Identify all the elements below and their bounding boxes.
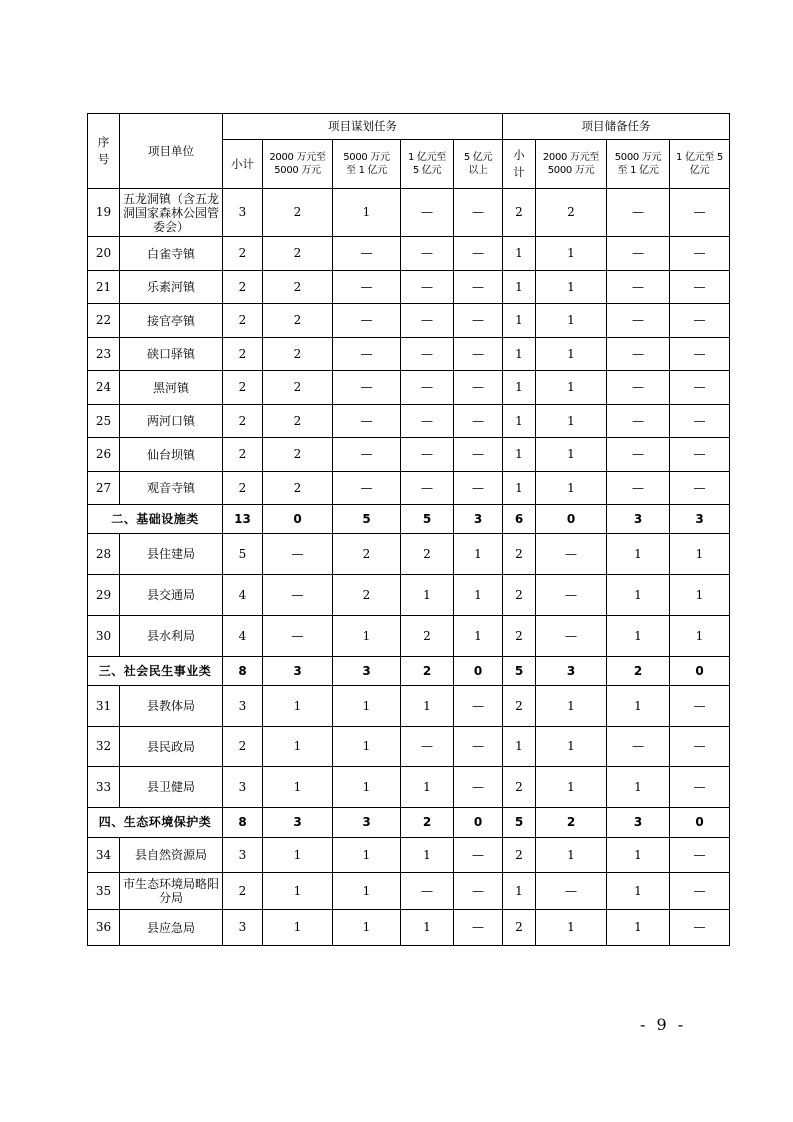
plan-value-cell: 1 bbox=[263, 686, 333, 727]
plan-value-cell: 2 bbox=[263, 472, 333, 505]
plan-value-cell: 2 bbox=[223, 873, 263, 910]
plan-value-cell: — bbox=[454, 338, 503, 371]
reserve-col-header: 1 亿元至 5 亿元 bbox=[670, 140, 730, 189]
reserve-value-cell: 1 bbox=[503, 237, 536, 271]
reserve-value-cell: 2 bbox=[503, 616, 536, 657]
reserve-value-cell: 1 bbox=[536, 405, 607, 438]
unit-name: 县交通局 bbox=[120, 575, 223, 616]
reserve-value-cell: — bbox=[670, 472, 730, 505]
category-row bbox=[88, 505, 730, 534]
plan-value-cell: 3 bbox=[223, 686, 263, 727]
reserve-value-cell: 0 bbox=[536, 505, 607, 534]
plan-value-cell: 1 bbox=[454, 575, 503, 616]
reserve-value-cell: — bbox=[607, 338, 670, 371]
reserve-value-cell: 2 bbox=[503, 686, 536, 727]
plan-value-cell: — bbox=[401, 304, 454, 338]
table-row bbox=[88, 405, 730, 438]
plan-value-cell: 1 bbox=[263, 767, 333, 808]
reserve-value-cell: — bbox=[607, 237, 670, 271]
reserve-value-cell: 1 bbox=[536, 237, 607, 271]
plan-value-cell: — bbox=[401, 237, 454, 271]
page-number: - 9 - bbox=[640, 1015, 687, 1034]
plan-value-cell: — bbox=[454, 873, 503, 910]
reserve-value-cell: 1 bbox=[503, 271, 536, 304]
table-row bbox=[88, 767, 730, 808]
reserve-value-cell: — bbox=[607, 371, 670, 405]
plan-value-cell: 5 bbox=[223, 534, 263, 575]
reserve-value-cell: — bbox=[607, 304, 670, 338]
plan-value-cell: — bbox=[454, 767, 503, 808]
plan-value-cell: — bbox=[263, 616, 333, 657]
reserve-value-cell: 1 bbox=[536, 438, 607, 472]
plan-value-cell: — bbox=[401, 371, 454, 405]
plan-value-cell: 5 bbox=[401, 505, 454, 534]
unit-name: 县教体局 bbox=[120, 686, 223, 727]
reserve-value-cell: 1 bbox=[503, 338, 536, 371]
reserve-value-cell: 1 bbox=[503, 727, 536, 767]
category-label: 三、社会民生事业类 bbox=[88, 657, 223, 686]
reserve-value-cell: — bbox=[536, 873, 607, 910]
row-number: 29 bbox=[88, 575, 120, 616]
reserve-value-cell: 1 bbox=[536, 338, 607, 371]
reserve-value-cell: 1 bbox=[503, 304, 536, 338]
reserve-value-cell: 1 bbox=[503, 472, 536, 505]
plan-value-cell: — bbox=[401, 438, 454, 472]
reserve-col-header: 5000 万元至 1 亿元 bbox=[607, 140, 670, 189]
plan-value-cell: 1 bbox=[454, 534, 503, 575]
plan-value-cell: — bbox=[333, 304, 401, 338]
table-row bbox=[88, 271, 730, 304]
plan-value-cell: 2 bbox=[223, 237, 263, 271]
plan-value-cell: 1 bbox=[333, 838, 401, 873]
row-number: 31 bbox=[88, 686, 120, 727]
reserve-value-cell: — bbox=[536, 575, 607, 616]
plan-value-cell: 1 bbox=[333, 616, 401, 657]
plan-value-cell: 2 bbox=[401, 616, 454, 657]
reserve-value-cell: 1 bbox=[536, 767, 607, 808]
table-body bbox=[88, 189, 730, 946]
plan-col-header: 2000 万元至 5000 万元 bbox=[263, 140, 333, 189]
reserve-value-cell: 1 bbox=[670, 575, 730, 616]
plan-value-cell: 8 bbox=[223, 657, 263, 686]
plan-value-cell: — bbox=[333, 438, 401, 472]
reserve-value-cell: — bbox=[607, 271, 670, 304]
plan-value-cell: — bbox=[401, 189, 454, 237]
reserve-value-cell: 2 bbox=[536, 808, 607, 838]
table-row bbox=[88, 873, 730, 910]
reserve-value-cell: 2 bbox=[503, 575, 536, 616]
reserve-value-cell: — bbox=[670, 686, 730, 727]
plan-value-cell: 2 bbox=[333, 534, 401, 575]
reserve-value-cell: 1 bbox=[503, 438, 536, 472]
reserve-value-cell: 1 bbox=[536, 727, 607, 767]
row-number: 23 bbox=[88, 338, 120, 371]
reserve-value-cell: — bbox=[607, 189, 670, 237]
plan-value-cell: — bbox=[333, 472, 401, 505]
table-row bbox=[88, 616, 730, 657]
row-number: 22 bbox=[88, 304, 120, 338]
plan-value-cell: — bbox=[401, 727, 454, 767]
row-number: 25 bbox=[88, 405, 120, 438]
plan-value-cell: 1 bbox=[263, 727, 333, 767]
reserve-value-cell: — bbox=[670, 910, 730, 946]
row-number: 20 bbox=[88, 237, 120, 271]
unit-name: 五龙洞镇（含五龙洞国家森林公园管委会） bbox=[120, 189, 223, 237]
reserve-col-header: 2000 万元至 5000 万元 bbox=[536, 140, 607, 189]
reserve-value-cell: 1 bbox=[607, 686, 670, 727]
reserve-value-cell: — bbox=[670, 237, 730, 271]
reserve-value-cell: 1 bbox=[503, 873, 536, 910]
category-label: 四、生态环境保护类 bbox=[88, 808, 223, 838]
plan-value-cell: 13 bbox=[223, 505, 263, 534]
plan-value-cell: — bbox=[454, 910, 503, 946]
reserve-value-cell: 5 bbox=[503, 657, 536, 686]
table-row bbox=[88, 838, 730, 873]
row-number: 32 bbox=[88, 727, 120, 767]
plan-value-cell: 2 bbox=[223, 472, 263, 505]
reserve-value-cell: — bbox=[670, 189, 730, 237]
plan-value-cell: 0 bbox=[454, 657, 503, 686]
reserve-value-cell: 1 bbox=[670, 534, 730, 575]
row-number: 26 bbox=[88, 438, 120, 472]
plan-value-cell: 3 bbox=[223, 910, 263, 946]
unit-name: 黑河镇 bbox=[120, 371, 223, 405]
unit-name: 县自然资源局 bbox=[120, 838, 223, 873]
reserve-value-cell: — bbox=[536, 534, 607, 575]
plan-value-cell: — bbox=[454, 405, 503, 438]
plan-value-cell: 1 bbox=[333, 189, 401, 237]
plan-col-header: 5 亿元以上 bbox=[454, 140, 503, 189]
plan-value-cell: — bbox=[401, 873, 454, 910]
plan-value-cell: 2 bbox=[223, 338, 263, 371]
plan-value-cell: — bbox=[454, 189, 503, 237]
plan-value-cell: 2 bbox=[263, 237, 333, 271]
reserve-value-cell: — bbox=[670, 338, 730, 371]
reserve-value-cell: 3 bbox=[536, 657, 607, 686]
plan-value-cell: 2 bbox=[223, 304, 263, 338]
plan-value-cell: 3 bbox=[223, 767, 263, 808]
plan-value-cell: 2 bbox=[263, 304, 333, 338]
reserve-value-cell: 1 bbox=[607, 575, 670, 616]
plan-value-cell: 3 bbox=[333, 808, 401, 838]
table-row bbox=[88, 472, 730, 505]
plan-value-cell: 1 bbox=[333, 686, 401, 727]
plan-value-cell: 1 bbox=[263, 910, 333, 946]
reserve-value-cell: 1 bbox=[536, 271, 607, 304]
table-row bbox=[88, 575, 730, 616]
plan-value-cell: 2 bbox=[401, 657, 454, 686]
reserve-value-cell: 2 bbox=[503, 910, 536, 946]
plan-value-cell: 0 bbox=[454, 808, 503, 838]
reserve-value-cell: 2 bbox=[503, 189, 536, 237]
plan-value-cell: 3 bbox=[333, 657, 401, 686]
reserve-value-cell: — bbox=[670, 838, 730, 873]
plan-value-cell: — bbox=[333, 237, 401, 271]
reserve-col-header: 小计 bbox=[503, 140, 536, 189]
reserve-value-cell: 3 bbox=[607, 808, 670, 838]
plan-value-cell: 2 bbox=[401, 534, 454, 575]
table-row bbox=[88, 189, 730, 237]
reserve-value-cell: — bbox=[670, 405, 730, 438]
category-label: 二、基础设施类 bbox=[88, 505, 223, 534]
plan-value-cell: 2 bbox=[223, 727, 263, 767]
plan-value-cell: — bbox=[454, 838, 503, 873]
plan-value-cell: 4 bbox=[223, 575, 263, 616]
table-row bbox=[88, 237, 730, 271]
reserve-value-cell: — bbox=[670, 873, 730, 910]
plan-value-cell: 2 bbox=[263, 271, 333, 304]
reserve-value-cell: 6 bbox=[503, 505, 536, 534]
reserve-value-cell: 2 bbox=[503, 534, 536, 575]
reserve-value-cell: 0 bbox=[670, 808, 730, 838]
reserve-value-cell: 1 bbox=[607, 838, 670, 873]
reserve-value-cell: 3 bbox=[607, 505, 670, 534]
plan-value-cell: 1 bbox=[263, 838, 333, 873]
category-row bbox=[88, 657, 730, 686]
table-row bbox=[88, 686, 730, 727]
row-number: 35 bbox=[88, 873, 120, 910]
header-row-top bbox=[88, 114, 730, 140]
plan-value-cell: 1 bbox=[333, 727, 401, 767]
reserve-value-cell: 1 bbox=[536, 910, 607, 946]
plan-group-header: 项目谋划任务 bbox=[223, 114, 503, 140]
reserve-value-cell: 0 bbox=[670, 657, 730, 686]
reserve-value-cell: 1 bbox=[607, 873, 670, 910]
plan-value-cell: 2 bbox=[263, 438, 333, 472]
unit-header: 项目单位 bbox=[120, 114, 223, 189]
plan-value-cell: — bbox=[263, 575, 333, 616]
plan-value-cell: — bbox=[454, 686, 503, 727]
row-number: 21 bbox=[88, 271, 120, 304]
unit-name: 白雀寺镇 bbox=[120, 237, 223, 271]
reserve-value-cell: 1 bbox=[536, 371, 607, 405]
reserve-value-cell: — bbox=[670, 438, 730, 472]
reserve-value-cell: — bbox=[670, 371, 730, 405]
row-number: 27 bbox=[88, 472, 120, 505]
plan-col-header: 1 亿元至 5 亿元 bbox=[401, 140, 454, 189]
plan-value-cell: 2 bbox=[263, 371, 333, 405]
unit-name: 县应急局 bbox=[120, 910, 223, 946]
row-number: 28 bbox=[88, 534, 120, 575]
row-number: 34 bbox=[88, 838, 120, 873]
reserve-value-cell: 1 bbox=[536, 686, 607, 727]
reserve-value-cell: 2 bbox=[503, 767, 536, 808]
reserve-value-cell: 1 bbox=[607, 534, 670, 575]
plan-value-cell: 1 bbox=[333, 873, 401, 910]
plan-value-cell: 2 bbox=[223, 405, 263, 438]
unit-name: 仙台坝镇 bbox=[120, 438, 223, 472]
plan-value-cell: 0 bbox=[263, 505, 333, 534]
table-row bbox=[88, 727, 730, 767]
plan-value-cell: — bbox=[454, 727, 503, 767]
reserve-value-cell: 1 bbox=[607, 616, 670, 657]
table-row bbox=[88, 438, 730, 472]
reserve-value-cell: 2 bbox=[503, 838, 536, 873]
unit-name: 县住建局 bbox=[120, 534, 223, 575]
seq-header: 序号 bbox=[88, 114, 120, 189]
table-row bbox=[88, 910, 730, 946]
plan-value-cell: 3 bbox=[223, 189, 263, 237]
plan-value-cell: 1 bbox=[401, 838, 454, 873]
plan-value-cell: 2 bbox=[223, 371, 263, 405]
plan-value-cell: — bbox=[263, 534, 333, 575]
plan-value-cell: 4 bbox=[223, 616, 263, 657]
table-row bbox=[88, 304, 730, 338]
unit-name: 乐素河镇 bbox=[120, 271, 223, 304]
unit-name: 观音寺镇 bbox=[120, 472, 223, 505]
reserve-value-cell: 2 bbox=[607, 657, 670, 686]
row-number: 36 bbox=[88, 910, 120, 946]
plan-value-cell: 3 bbox=[454, 505, 503, 534]
reserve-value-cell: 2 bbox=[536, 189, 607, 237]
plan-value-cell: — bbox=[333, 371, 401, 405]
plan-value-cell: 2 bbox=[223, 271, 263, 304]
reserve-value-cell: — bbox=[536, 616, 607, 657]
row-number: 30 bbox=[88, 616, 120, 657]
reserve-value-cell: 5 bbox=[503, 808, 536, 838]
plan-value-cell: — bbox=[401, 472, 454, 505]
plan-value-cell: 3 bbox=[263, 808, 333, 838]
plan-value-cell: — bbox=[454, 237, 503, 271]
table-row bbox=[88, 338, 730, 371]
table-row bbox=[88, 534, 730, 575]
plan-value-cell: — bbox=[333, 271, 401, 304]
row-number: 24 bbox=[88, 371, 120, 405]
plan-value-cell: 2 bbox=[223, 438, 263, 472]
unit-name: 两河口镇 bbox=[120, 405, 223, 438]
unit-name: 硖口驿镇 bbox=[120, 338, 223, 371]
plan-col-header: 5000 万元至 1 亿元 bbox=[333, 140, 401, 189]
plan-value-cell: 2 bbox=[401, 808, 454, 838]
plan-col-header: 小计 bbox=[223, 140, 263, 189]
plan-value-cell: 1 bbox=[454, 616, 503, 657]
reserve-value-cell: — bbox=[670, 271, 730, 304]
reserve-value-cell: — bbox=[670, 727, 730, 767]
reserve-value-cell: 1 bbox=[536, 304, 607, 338]
reserve-value-cell: 1 bbox=[670, 616, 730, 657]
unit-name: 县卫健局 bbox=[120, 767, 223, 808]
reserve-value-cell: — bbox=[607, 727, 670, 767]
reserve-value-cell: — bbox=[607, 438, 670, 472]
reserve-value-cell: 1 bbox=[607, 767, 670, 808]
plan-value-cell: 1 bbox=[401, 686, 454, 727]
plan-value-cell: — bbox=[454, 371, 503, 405]
reserve-value-cell: — bbox=[607, 472, 670, 505]
reserve-group-header: 项目储备任务 bbox=[503, 114, 730, 140]
unit-name: 县民政局 bbox=[120, 727, 223, 767]
plan-value-cell: 1 bbox=[401, 575, 454, 616]
category-row bbox=[88, 808, 730, 838]
reserve-value-cell: 1 bbox=[503, 405, 536, 438]
plan-value-cell: — bbox=[454, 271, 503, 304]
row-number: 19 bbox=[88, 189, 120, 237]
plan-value-cell: 2 bbox=[263, 338, 333, 371]
plan-value-cell: 5 bbox=[333, 505, 401, 534]
plan-value-cell: 1 bbox=[333, 767, 401, 808]
reserve-value-cell: 1 bbox=[536, 472, 607, 505]
reserve-value-cell: — bbox=[607, 405, 670, 438]
plan-value-cell: — bbox=[401, 338, 454, 371]
reserve-value-cell: 1 bbox=[607, 910, 670, 946]
plan-value-cell: — bbox=[401, 405, 454, 438]
reserve-value-cell: 1 bbox=[503, 371, 536, 405]
unit-name: 县水利局 bbox=[120, 616, 223, 657]
table-row bbox=[88, 371, 730, 405]
plan-value-cell: 1 bbox=[333, 910, 401, 946]
unit-name: 市生态环境局略阳分局 bbox=[120, 873, 223, 910]
row-number: 33 bbox=[88, 767, 120, 808]
reserve-value-cell: 3 bbox=[670, 505, 730, 534]
plan-value-cell: — bbox=[454, 438, 503, 472]
project-task-table bbox=[87, 113, 730, 946]
plan-value-cell: 2 bbox=[263, 189, 333, 237]
plan-value-cell: — bbox=[333, 338, 401, 371]
reserve-value-cell: 1 bbox=[536, 838, 607, 873]
plan-value-cell: 1 bbox=[263, 873, 333, 910]
plan-value-cell: 3 bbox=[263, 657, 333, 686]
plan-value-cell: — bbox=[454, 472, 503, 505]
plan-value-cell: — bbox=[454, 304, 503, 338]
plan-value-cell: — bbox=[333, 405, 401, 438]
unit-name: 接官亭镇 bbox=[120, 304, 223, 338]
reserve-value-cell: — bbox=[670, 767, 730, 808]
plan-value-cell: 1 bbox=[401, 910, 454, 946]
plan-value-cell: 2 bbox=[263, 405, 333, 438]
plan-value-cell: — bbox=[401, 271, 454, 304]
plan-value-cell: 2 bbox=[333, 575, 401, 616]
reserve-value-cell: — bbox=[670, 304, 730, 338]
plan-value-cell: 8 bbox=[223, 808, 263, 838]
plan-value-cell: 1 bbox=[401, 767, 454, 808]
plan-value-cell: 3 bbox=[223, 838, 263, 873]
